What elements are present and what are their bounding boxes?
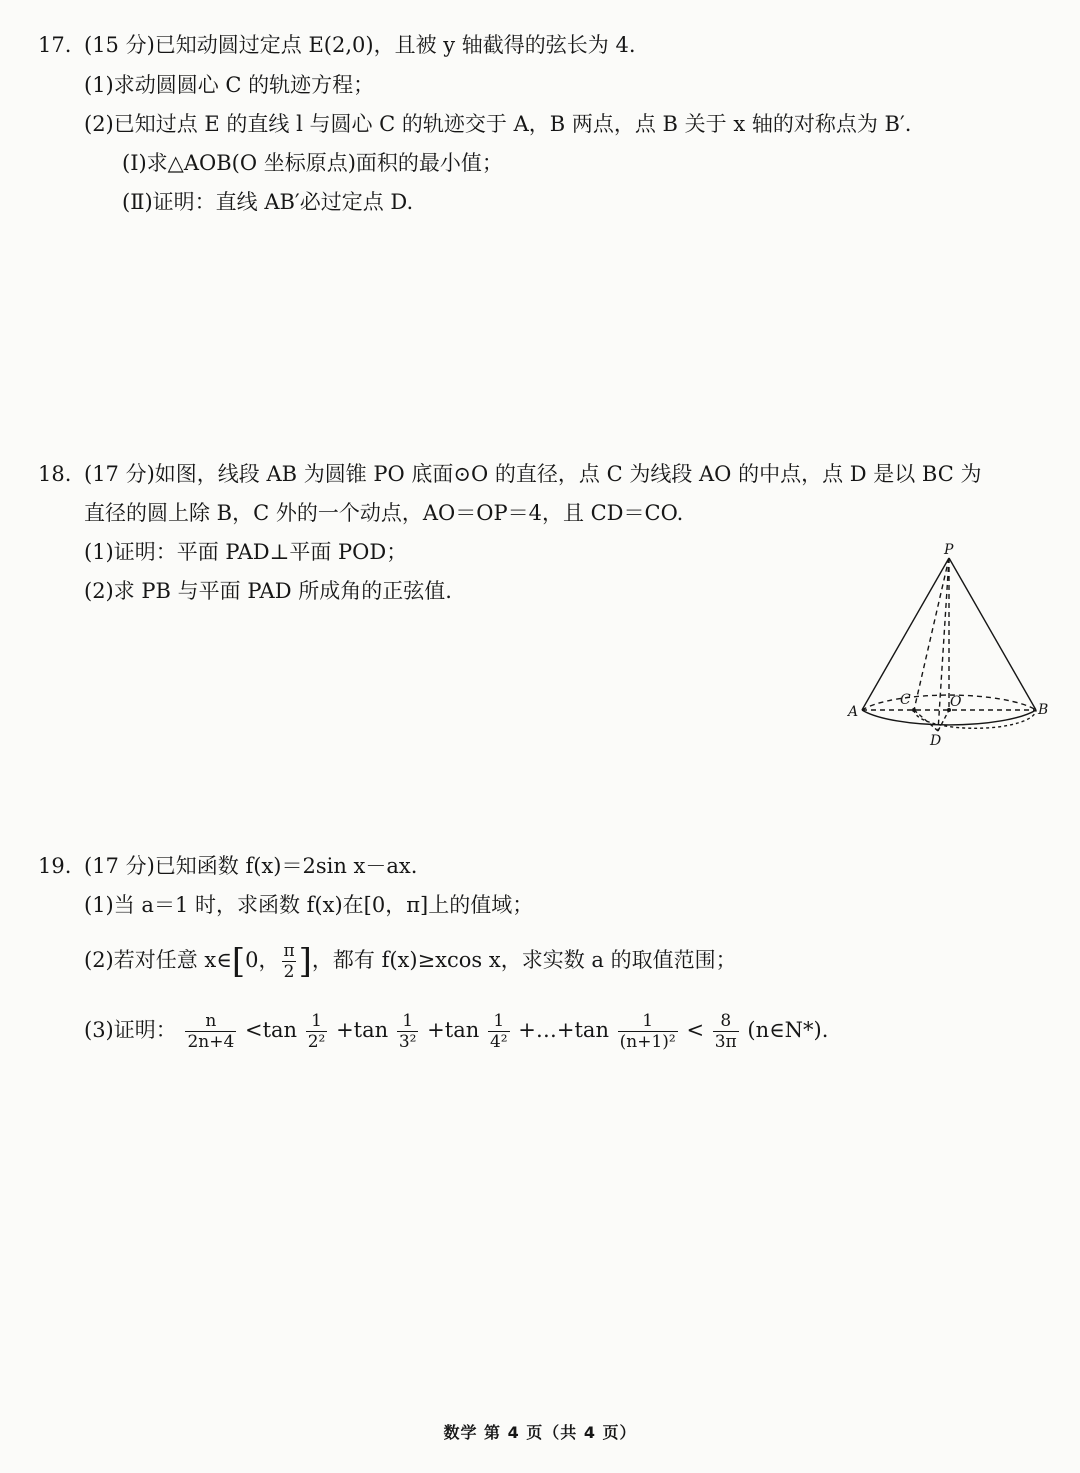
segment-PD xyxy=(938,558,949,731)
q19-number: 19. xyxy=(38,854,72,878)
slant-left xyxy=(862,558,949,710)
q18-stem-line1: 18. (17 分)如图，线段 AB 为圆锥 PO 底面⊙O 的直径，点 C 为线段 AO 的中点，点 D 是以 BC 为 xyxy=(38,459,982,489)
q18-part1: (1)证明：平面 PAD⊥平面 POD； xyxy=(84,540,408,564)
q19-part1: (1)当 a＝1 时，求函数 f(x)在[0，π]上的值域； xyxy=(84,893,534,917)
label-A: A xyxy=(848,704,859,720)
q17-part2-i: (Ⅰ)求△AOB(O 坐标原点)面积的最小值； xyxy=(122,151,503,175)
q18-number: 18. xyxy=(38,462,72,486)
point-C xyxy=(912,708,916,712)
q17-part1: (1)求动圆圆心 C 的轨迹方程； xyxy=(84,73,375,97)
q17-part2-ii: (Ⅱ)证明：直线 AB′必过定点 D. xyxy=(122,190,414,214)
q17-number: 17. xyxy=(38,33,72,57)
q18-stem-line2: 直径的圆上除 B，C 外的一个动点，AO＝OP＝4，且 CD＝CO. xyxy=(84,501,684,525)
label-C: C xyxy=(900,692,911,708)
q19-part3: (3)证明： $\frac{n}{2n+4}$ <tan $\frac{1}{\text{2²}}$ +tan $\frac{1}{\text{3²}}$ +tan $\frac{1}{\text{4²}}$ +…+tan $\frac{1}{\text{(n+1)²}}$ < $\frac{8}{3\pi}$ (n∈N*). xyxy=(84,1011,829,1052)
label-P: P xyxy=(944,542,954,558)
frac-1-over-4sq: $\frac{1}{\text{4²}}$ xyxy=(489,1011,508,1052)
label-B: B xyxy=(1038,702,1049,718)
cone-figure xyxy=(840,538,1052,750)
q19-part2: (2)若对任意 x∈[0， $\frac{\pi}{2}$ ]，都有 f(x)≥xcos x，求实数 a 的取值范围； xyxy=(84,941,737,982)
page-footer: 数学 第 4 页（共 4 页） xyxy=(443,1423,637,1442)
q18-part2: (2)求 PB 与平面 PAD 所成角的正弦值. xyxy=(84,579,452,603)
label-D: D xyxy=(930,733,942,749)
frac-pi-over-2: $\frac{\pi}{2}$ xyxy=(283,941,295,982)
slant-right xyxy=(949,558,1036,710)
q17-stem: 17. (15 分)已知动圆过定点 E(2,0)，且被 y 轴截得的弦长为 4. xyxy=(38,30,636,60)
q17-part2: (2)已知过点 E 的直线 l 与圆心 C 的轨迹交于 A，B 两点，点 B 关于 x 轴的对称点为 B′. xyxy=(84,112,912,136)
label-O: O xyxy=(950,694,962,710)
frac-1-over-n1sq: $\frac{1}{\text{(n+1)²}}$ xyxy=(619,1011,676,1052)
frac-1-over-2sq: $\frac{1}{\text{2²}}$ xyxy=(307,1011,326,1052)
base-front-arc xyxy=(862,710,1036,725)
frac-8-over-3pi: $\frac{8}{3\pi}$ xyxy=(714,1011,737,1052)
frac-1-over-3sq: $\frac{1}{\text{3²}}$ xyxy=(398,1011,417,1052)
segment-CD xyxy=(914,710,938,731)
q19-stem: 19. (17 分)已知函数 f(x)＝2sin x－ax. xyxy=(38,851,417,881)
frac-n-over-2n4: $\frac{n}{2n+4}$ xyxy=(187,1011,235,1052)
